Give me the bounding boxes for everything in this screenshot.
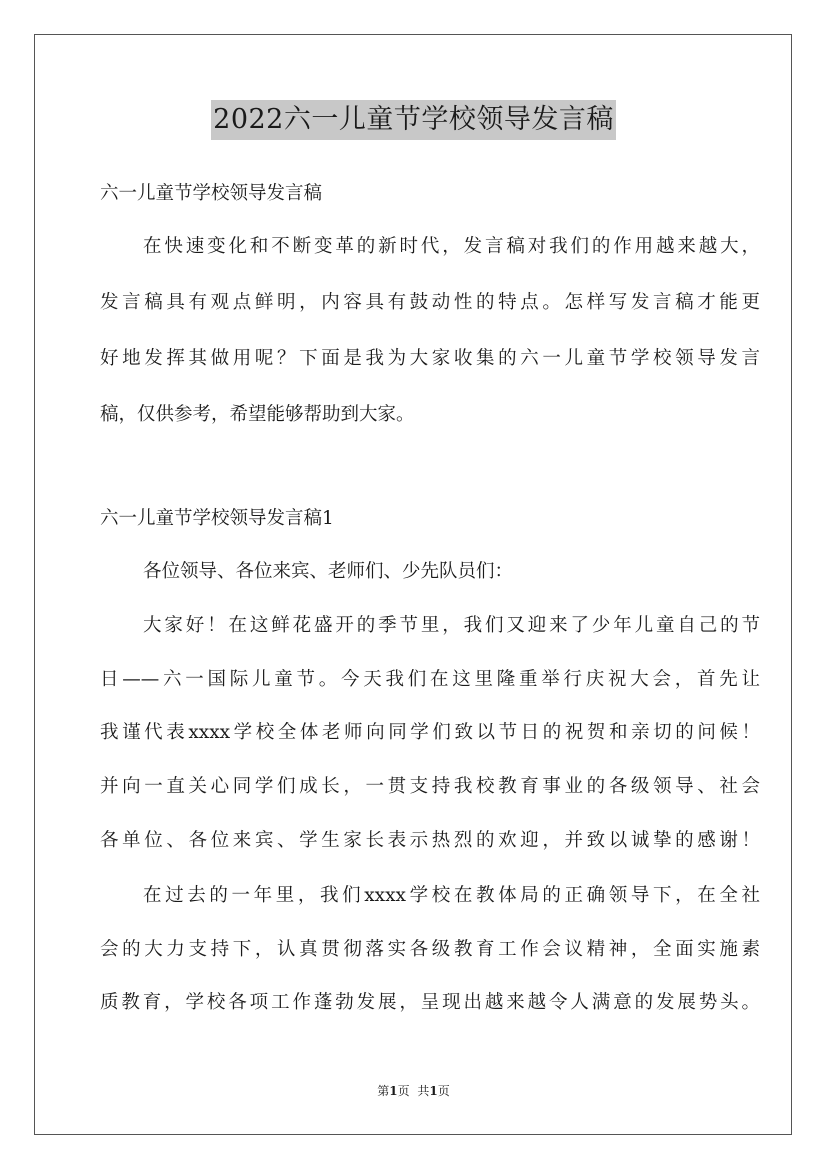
- paragraph2-line-3: 质教育，学校各项工作蓬勃发展，呈现出越来越令人满意的发展势头。: [100, 992, 760, 1014]
- total-label-suffix: 页: [437, 1084, 450, 1098]
- page-footer: [0, 1083, 827, 1099]
- section-heading: 六一儿童节学校领导发言稿1: [100, 508, 334, 529]
- document-subtitle: 六一儿童节学校领导发言稿: [100, 183, 323, 204]
- paragraph1-line-5: 各单位、各位来宾、学生家长表示热烈的欢迎，并致以诚挚的感谢！: [100, 829, 760, 851]
- intro-paragraph: [100, 219, 760, 443]
- paragraph1-line-1: 大家好！在这鲜花盛开的季节里，我们又迎来了少年儿童自己的节: [143, 615, 760, 636]
- speech-paragraph-2: [100, 869, 760, 1030]
- intro-line-2: 发言稿具有观点鲜明，内容具有鼓动性的特点。怎样写发言稿才能更: [100, 292, 760, 313]
- greeting-paragraph: [100, 545, 760, 599]
- paragraph2-line-2: 会的大力支持下，认真贯彻落实各级教育工作会议精神，全面实施素: [100, 938, 760, 960]
- greeting-line: 各位领导、各位来宾、老师们、少先队员们：: [143, 561, 514, 582]
- total-label-prefix: 共: [417, 1084, 430, 1098]
- intro-line-3: 好地发挥其做用呢？下面是我为大家收集的六一儿童节学校领导发言: [100, 348, 760, 369]
- paragraph1-line-4: 并向一直关心同学们成长，一贯支持我校教育事业的各级领导、社会: [100, 776, 760, 798]
- paragraph2-line-1: 在过去的一年里，我们xxxx学校在教体局的正确领导下，在全社: [143, 885, 760, 906]
- page-label-suffix: 页: [397, 1084, 410, 1098]
- total-pages: 1: [429, 1084, 438, 1098]
- speech-paragraph-1: [100, 599, 760, 867]
- document-title: 2022六一儿童节学校领导发言稿: [211, 100, 616, 140]
- page-label-prefix: 第: [377, 1084, 390, 1098]
- title-container: [0, 100, 827, 140]
- paragraph1-line-2: 日——六一国际儿童节。今天我们在这里隆重举行庆祝大会，首先让: [100, 668, 760, 690]
- intro-line-1: 在快速变化和不断变革的新时代，发言稿对我们的作用越来越大，: [143, 236, 760, 257]
- page-number: 1: [389, 1084, 398, 1098]
- intro-line-4: 稿，仅供参考，希望能够帮助到大家。: [100, 404, 415, 425]
- paragraph1-line-3: 我谨代表xxxx学校全体老师向同学们致以节日的祝贺和亲切的问候！: [100, 722, 760, 744]
